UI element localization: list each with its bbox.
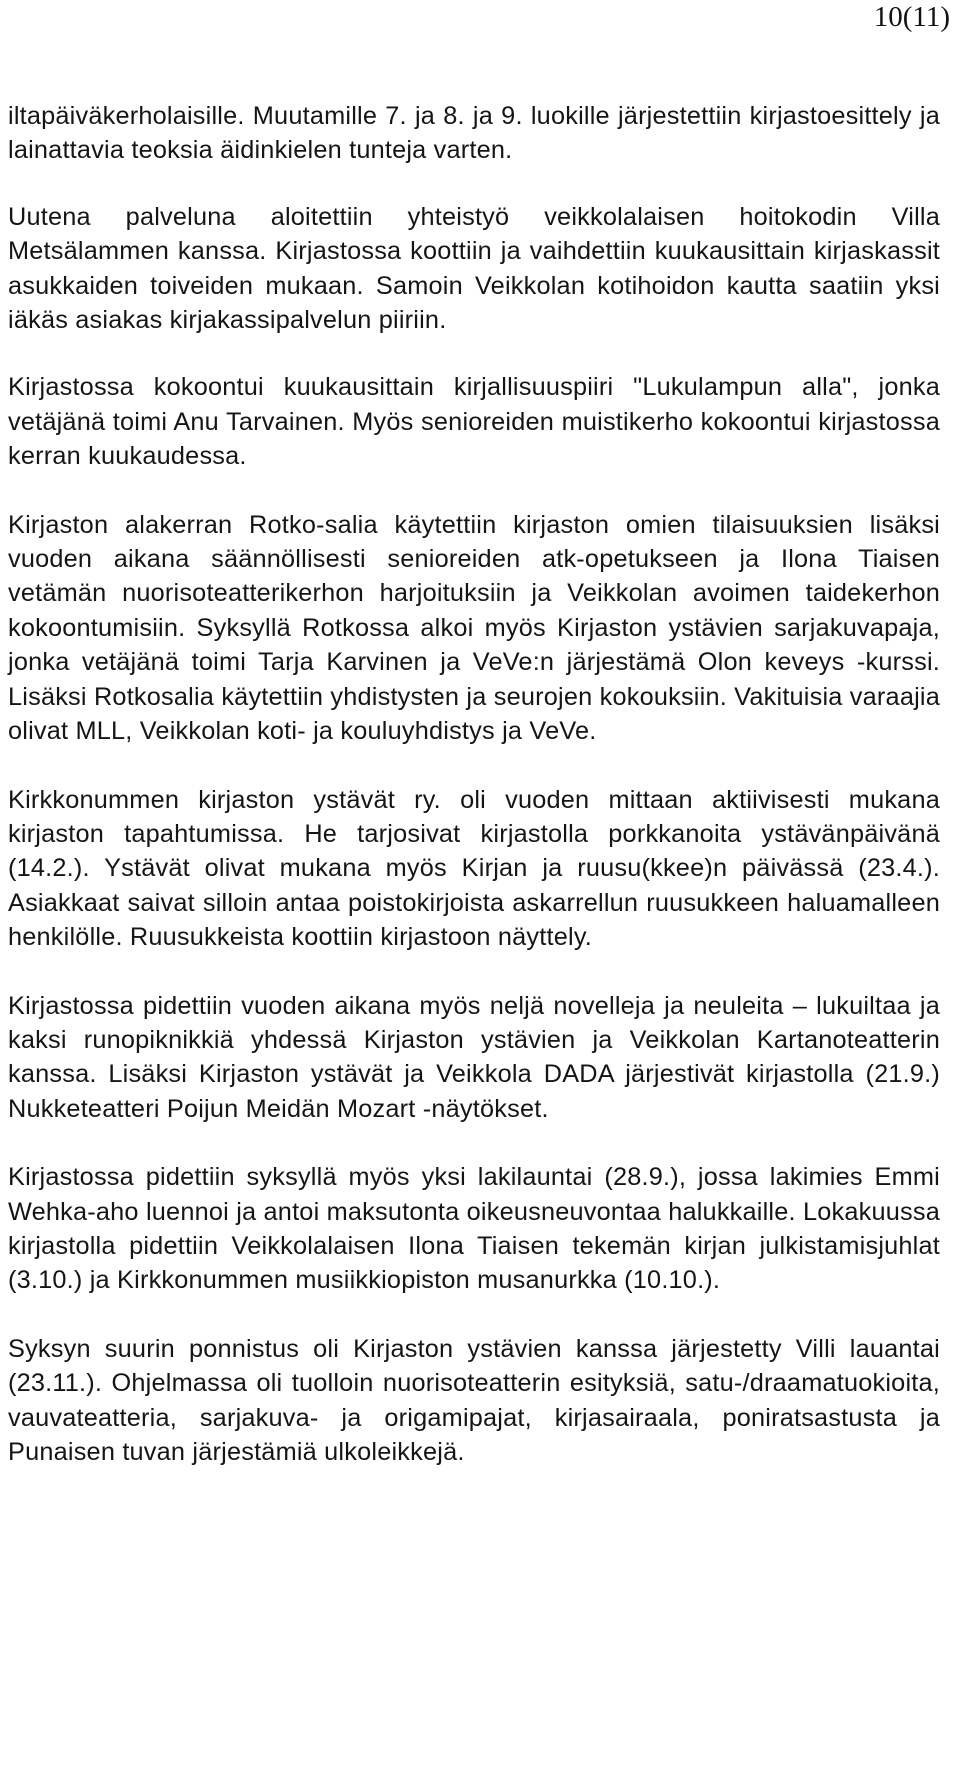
paragraph-library-friends: Kirkkonummen kirjaston ystävät ry. oli vuoden mittaan aktiivisesti mukana kirjaston tapahtumissa. He tarjosivat kirjastolla porkkanoita ystävänpäivänä (14.2.). Ystävät olivat mukana myös Kirjan ja ruusu(kkee)n päivässä (23.4.). Asiakkaat saivat silloin antaa poistokirjoista askarrellun ruusukkeen haluamalleen henkilölle. Ruusukkeista koottiin kirjastoon näyttely.	[8, 785, 940, 952]
paragraph-wild-saturday: Syksyn suurin ponnistus oli Kirjaston ystävien kanssa järjestetty Villi lauantai (23.11.). Ohjelmassa oli tuolloin nuorisoteatterin esityksiä, satu-/draamatuokioita, vauvateatteria, sarjakuva- ja origamipajat, kirjasairaala, poniratsastusta ja Punaisen tuvan järjestämiä ulkoleikkejä.	[8, 1334, 940, 1466]
paragraph-reading-circle: Kirjastossa kokoontui kuukausittain kirjallisuuspiiri "Lukulampun alla", jonka vetäjänä toimi Anu Tarvainen. Myös senioreiden muistikerho kokoontui kirjastossa kerran kuukaudessa.	[8, 373, 940, 471]
paragraph-villa-metsalampi: Uutena palveluna aloitettiin yhteistyö veikkolalaisen hoitokodin Villa Metsälammen kanssa. Kirjastossa koottiin ja vaihdettiin kuukausittain kirjaskassit asukkaiden toiveiden mukaan. Samoin Veikkolan kotihoidon kautta saatiin yksi iäkäs asiakas kirjakassipalvelun piiriin.	[8, 202, 940, 335]
page-number: 10(11)	[873, 1, 950, 33]
paragraph-rotko-hall: Kirjaston alakerran Rotko-salia käytettiin kirjaston omien tilaisuuksien lisäksi vuoden aikana säännöllisesti senioreiden atk-opetukseen ja Ilona Tiaisen vetämän nuorisoteatterikerhon harjoituksiin ja Veikkolan avoimen taidekerhon kokoontumisiin. Syksyllä Rotkossa alkoi myös Kirjaston ystävien sarjakuvapaja, jonka vetäjänä toimi Tarja Karvinen ja VeVe:n järjestämä Olon keveys -kurssi. Lisäksi Rotkosalia käytettiin yhdistysten ja seurojen kokouksiin. Vakituisia varaajia olivat MLL, Veikkolan koti- ja kouluyhdistys ja VeVe.	[8, 510, 940, 746]
paragraph-short-stories: Kirjastossa pidettiin vuoden aikana myös neljä novelleja ja neuleita – lukuiltaa ja kaksi runopiknikkiä yhdessä Kirjaston ystävien ja Veikkolan Kartanoteatterin kanssa. Lisäksi Kirjaston ystävät ja Veikkola DADA järjestivät kirjastolla (21.9.) Nukketeatteri Poijun Meidän Mozart -näytökset.	[8, 991, 940, 1123]
paragraph-legal-saturday: Kirjastossa pidettiin syksyllä myös yksi lakilauntai (28.9.), jossa lakimies Emmi Wehka-aho luennoi ja antoi maksutonta oikeusneuvontaa halukkaille. Lokakuussa kirjastolla pidettiin Veikkolalaisen Ilona Tiaisen tekemän kirjan julkistamisjuhlat (3.10.) ja Kirkkonummen musiikkiopiston musanurkka (10.10.).	[8, 1163, 940, 1295]
body-text	[8, 99, 940, 1469]
paragraph-school-visits: iltapäiväkerholaisille. Muutamille 7. ja 8. ja 9. luokille järjestettiin kirjastoesittely ja lainattavia teoksia äidinkielen tunteja varten.	[8, 102, 940, 165]
